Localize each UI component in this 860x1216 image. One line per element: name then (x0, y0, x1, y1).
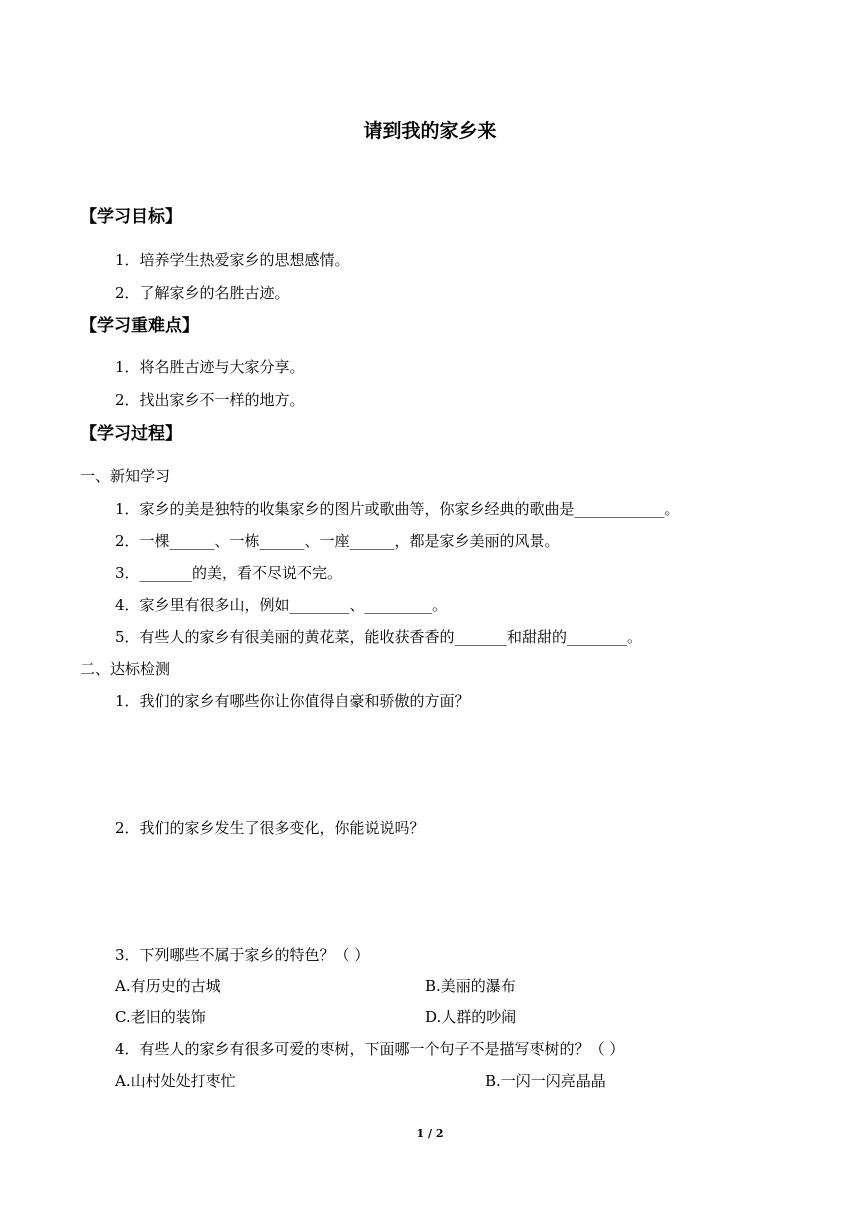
question-2: 2．我们的家乡发生了很多变化，你能说说吗？ (115, 819, 425, 837)
fill-blank-item: 2．一棵______、一栋______、一座______，都是家乡美丽的风景。 (115, 532, 560, 550)
option-c: C.老旧的装饰 (115, 1008, 206, 1026)
option-b: B.一闪一闪亮晶晶 (485, 1072, 606, 1090)
key-point-item: 1．将名胜古迹与大家分享。 (115, 358, 305, 376)
question-4: 4．有些人的家乡有很多可爱的枣树，下面哪一个句子不是描写枣树的？（ ） (115, 1040, 625, 1058)
key-point-item: 2．找出家乡不一样的地方。 (115, 391, 305, 409)
part2-heading: 二、达标检测 (80, 660, 171, 678)
page-number: 1 / 2 (416, 1127, 444, 1140)
key-points-heading: 【学习重难点】 (80, 316, 199, 336)
fill-blank-item: 1．家乡的美是独特的收集家乡的图片或歌曲等，你家乡经典的歌曲是____________。 (115, 500, 680, 518)
page-title: 请到我的家乡来 (363, 120, 497, 142)
option-d: D.人群的吵闹 (425, 1008, 517, 1026)
process-heading: 【学习过程】 (80, 424, 182, 444)
fill-blank-item: 3．_______的美，看不尽说不完。 (115, 564, 343, 582)
option-a: A.有历史的古城 (115, 977, 221, 995)
option-a: A.山村处处打枣忙 (115, 1072, 236, 1090)
goals-heading: 【学习目标】 (80, 207, 182, 227)
question-1: 1．我们的家乡有哪些你让你值得自豪和骄傲的方面？ (115, 692, 470, 710)
fill-blank-item: 4．家乡里有很多山，例如________、_________。 (115, 596, 448, 614)
part1-heading: 一、新知学习 (80, 467, 171, 485)
goal-item: 2．了解家乡的名胜古迹。 (115, 284, 290, 302)
fill-blank-item: 5．有些人的家乡有很美丽的黄花菜，能收获香香的_______和甜甜的________。 (115, 628, 643, 646)
option-b: B.美丽的瀑布 (425, 977, 516, 995)
goal-item: 1．培养学生热爱家乡的思想感情。 (115, 251, 350, 269)
question-3: 3．下列哪些不属于家乡的特色？（ ） (115, 946, 370, 964)
